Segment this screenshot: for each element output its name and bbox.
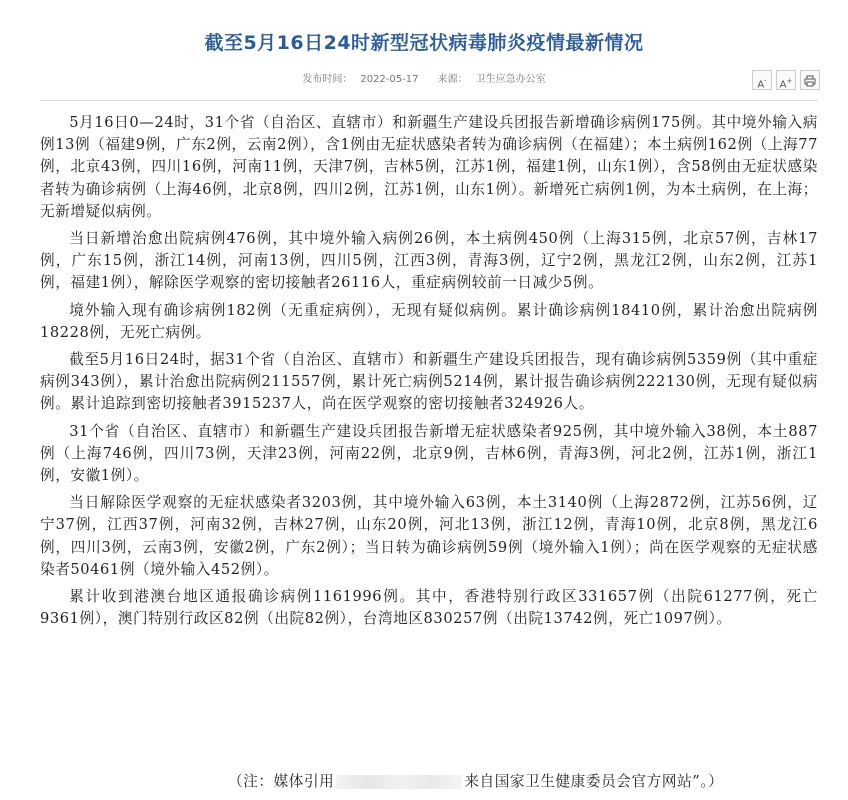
note-end: 来自国家卫生健康委员会官方网站”。） xyxy=(464,773,724,790)
paragraph: 累计收到港澳台地区通报确诊病例1161996例。其中，香港特别行政区331657例（出院61277例，死亡9361例），澳门特别行政区82例（出院82例），台湾地区830257例（出院13742例，死亡1097例）。 xyxy=(40,588,818,628)
paragraph: 境外输入现有确诊病例182例（无重症病例），无现有疑似病例。累计确诊病例18410例，累计治愈出院病例18228例，无死亡病例。 xyxy=(40,301,818,341)
source-label: 来源： xyxy=(437,74,468,85)
blurred-text xyxy=(336,775,462,789)
source-note xyxy=(228,770,723,791)
font-smaller-button[interactable] xyxy=(752,70,772,90)
page-title: 截至5月16日24时新型冠状病毒肺炎疫情最新情况 xyxy=(204,32,644,54)
font-larger-label: A xyxy=(779,79,787,91)
article-body xyxy=(40,112,818,635)
paragraph: 截至5月16日24时，据31个省（自治区、直辖市）和新疆生产建设兵团报告，现有确诊病例5359例（其中重症病例343例），累计治愈出院病例211557例，累计死亡病例5214例，累计报告确诊病例222130例，无现有疑似病例。累计追踪到密切接触者3915237人，尚在医学观察的密切接触者324926人。 xyxy=(40,351,818,413)
source-name: 卫生应急办公室 xyxy=(475,74,546,85)
paragraph: 5月16日0—24时，31个省（自治区、直辖市）和新疆生产建设兵团报告新增确诊病例175例。其中境外输入病例13例（福建9例，广东2例，云南2例），含1例由无症状感染者转为确诊病例（在福建）；本土病例162例（上海77例，北京43例，四川16例，河南11例，天津7例，吉林5例，江苏1例，福建1例，山东1例），含58例由无症状感染者转为确诊病例（上海46例，北京8例，四川2例，江苏1例，山东1例）。新增死亡病例1例，为本土病例，在上海；无新增疑似病例。 xyxy=(40,114,818,220)
publish-time xyxy=(298,74,422,85)
publish-date: 2022-05-17 xyxy=(360,74,419,85)
font-larger-button[interactable] xyxy=(776,70,796,90)
font-larger-sup: + xyxy=(786,77,793,85)
header-divider xyxy=(40,100,818,101)
paragraph: 31个省（自治区、直辖市）和新疆生产建设兵团报告新增无症状感染者925例，其中境外输入38例，本土887例（上海746例，四川73例，天津23例，河南22例，北京9例，吉林6例，青海3例，河北2例，江苏1例，浙江1例，安徽1例）。 xyxy=(40,422,818,485)
publish-label: 发布时间： xyxy=(302,74,353,85)
font-smaller-label: A xyxy=(757,79,765,91)
font-smaller-sup: - xyxy=(764,77,767,85)
printer-icon xyxy=(804,75,816,87)
paragraph: 当日新增治愈出院病例476例，其中境外输入病例26例，本土病例450例（上海315例，北京57例，吉林17例，广东15例，浙江14例，河南13例，四川5例，江西3例，青海3例，辽宁2例，黑龙江2例，山东2例，江苏1例，福建1例），解除医学观察的密切接触者26116人，重症病例较前一日减少5例。 xyxy=(40,230,818,292)
print-button[interactable] xyxy=(800,70,820,90)
source xyxy=(434,74,550,85)
paragraph: 当日解除医学观察的无症状感染者3203例，其中境外输入63例，本土3140例（上海2872例，江苏56例，辽宁37例，江西37例，河南32例，吉林27例，山东20例，河北13例，浙江12例，青海10例，北京8例，黑龙江6例，四川3例，云南3例，安徽2例，广东2例）；当日转为确诊病例59例（境外输入1例）；尚在医学观察的无症状感染者50461例（境外输入452例）。 xyxy=(40,494,818,578)
note-start: （注：媒体引用 xyxy=(228,773,335,790)
article-meta xyxy=(0,70,848,85)
